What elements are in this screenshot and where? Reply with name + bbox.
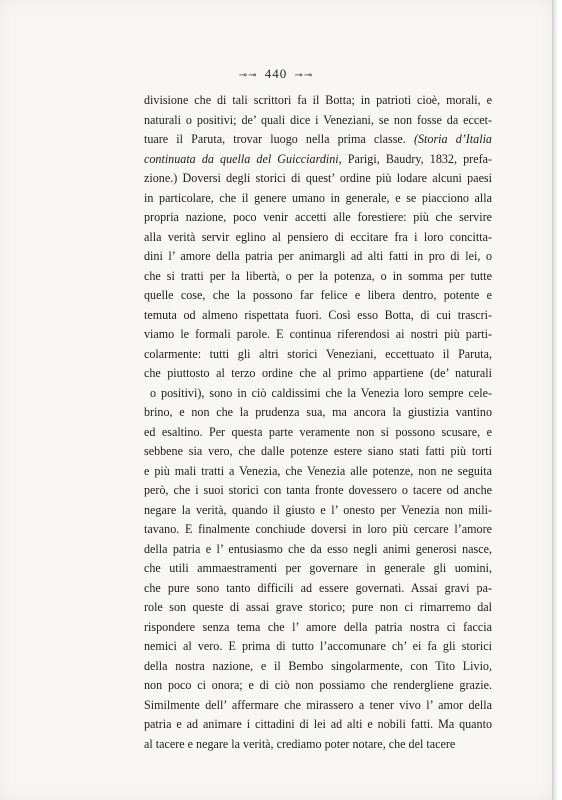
page-edge-shadow — [552, 0, 562, 800]
citation-italic: continuata da quella del Guicciardini, — [144, 151, 342, 166]
text-line: divisione che di tali scrittori fa il Botta; in patrioti cioè, morali, e — [144, 93, 492, 107]
text-line: quelle cose, che la possono far felice e libera dentro, potente e — [144, 288, 492, 302]
text-line: negare la verità, quando il giusto e l’ onesto per Venezia non mili- — [144, 502, 492, 517]
text-line: che utili ammaestramenti per governare in generale gli uomini, — [144, 561, 492, 575]
text-line: brino, e non che la prudenza sua, ma ancora la giustizia vantino — [144, 405, 492, 419]
text-segment: Parigi, Baudry, 1832, prefa- — [341, 151, 492, 166]
text-line: naturali o positivi; de’ quali dice i Veneziani, se non fosse da eccet- — [144, 112, 492, 127]
text-line — [144, 150, 492, 170]
text-line: zione.) Doversi degli storici di quest’ ordine più lodare alcuni paesi — [144, 171, 492, 185]
text-line: viamo le formali parole. E continua riferendosi ai nostri più parti- — [144, 327, 492, 341]
text-line: ed esaltino. Per questa parte veramente non si possono scusare, e — [144, 424, 492, 439]
text-line: alla verità servir eglino al pensiero di eccitare fra i loro concitta- — [144, 229, 492, 244]
text-line: propria nazione, poco venir accetti alle forestiere: più che servire — [144, 210, 492, 224]
body-text — [144, 91, 492, 754]
text-line: che pure sono tanto difficili ad essere governati. Assai gravi pa- — [144, 580, 492, 595]
text-line: rispondere senza tema che l’ amore della patria nostra ci faccia — [144, 619, 492, 634]
text-line: Similmente dell’ affermare che mirassero a tener vivo l’ amor della — [144, 697, 492, 712]
text-line: della patria e l’ entusiasmo che da esso negli animi generosi nasce, — [144, 541, 492, 556]
text-line: e più mali tratti a Venezia, che Venezia alle potenze, non ne seguita — [144, 463, 492, 478]
text-line: dini l’ amore della patria per animargli ad alti fatti in pro di lei, o — [144, 249, 492, 263]
text-line: temuta od almeno rispettata fuori. Così esso Botta, di cui trascri- — [144, 307, 492, 322]
text-segment: tuare il Paruta, trovar luogo nella prima classe. — [144, 132, 414, 146]
text-line — [144, 130, 492, 150]
text-line: colarmente: tutti gli altri storici Veneziani, eccettuato il Paruta, — [144, 346, 492, 361]
text-line: sebbene sia vero, che dalle potenze estere siano stati fatti più torti — [144, 444, 492, 458]
page-number: 440 — [264, 66, 288, 81]
text-line: o positivi), sono in ciò caldissimi che la Venezia loro sempre cele- — [150, 385, 492, 400]
text-line: non poco ci onora; e di ciò non possiamo che rendergliene grazie. — [144, 678, 492, 692]
text-line: al tacere e negare la verità, crediamo poter notare, che del tacere — [144, 736, 456, 751]
text-line: della nostra nazione, e il Bembo singolarmente, con Tito Livio, — [144, 658, 492, 673]
text-line: role son queste di assai grave storico; pure non ci rimarremo dal — [144, 600, 492, 614]
text-line: che piuttosto al terzo ordine che al primo appartiene (de’ naturali — [144, 366, 492, 380]
text-line: nemici al vero. E prima di tutto l’accomunare ch’ ei fa gli storici — [144, 639, 492, 653]
ornament-right-icon: ⊸⊸ — [294, 70, 314, 81]
text-line: in particolare, che il genere umano in generale, e se piacciono alla — [144, 190, 492, 205]
page-header — [0, 66, 552, 82]
text-line: che si tratti per la libertà, o per la potenza, o in somma per tutte — [144, 268, 492, 283]
citation-italic: (Storia d’Italia — [413, 132, 492, 146]
ornament-left-icon: ⊸⊸ — [238, 70, 258, 81]
text-line: patria e ad animare i cittadini di lei ad alti e nobili fatti. Ma quanto — [144, 717, 492, 731]
text-line: però, che i suoi storici con tanta fronte dovessero o tacere od anche — [144, 483, 492, 497]
text-line: tavano. E finalmente conchiude doversi in loro più cercare l’amore — [144, 522, 492, 536]
